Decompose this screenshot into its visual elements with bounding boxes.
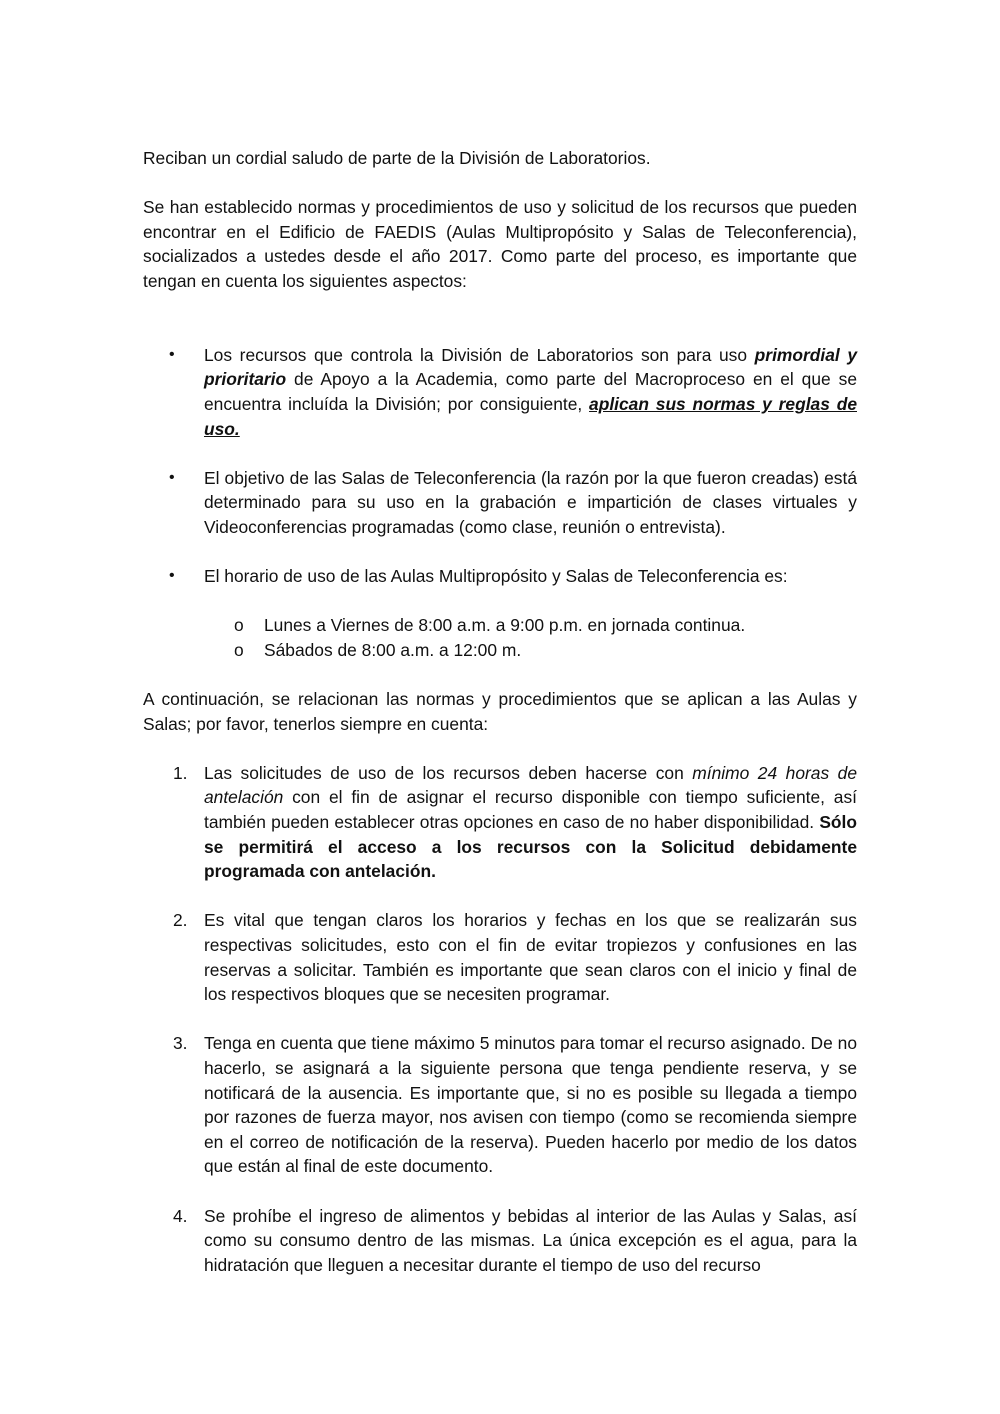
rule-item-4: 4. Se prohíbe el ingreso de alimentos y bebidas al interior de las Aulas y Salas, así como su consumo dentro de las mismas. La única excepción es el agua, para la hidratación que lleguen a necesitar durante el tiempo de uso del recurso [173, 1205, 857, 1275]
bullet-item-teleconference: • El objetivo de las Salas de Teleconferencia (la razón por la que fueron creadas) está determinado para su uso en la grabación e impartición de clases virtuales y Videoconferencias programadas (como clase, reunión o entrevista). [169, 467, 857, 537]
schedule-weekdays: o Lunes a Viernes de 8:00 a.m. a 9:00 p.m. en jornada continua. [143, 613, 857, 638]
rules-intro-paragraph: A continuación, se relacionan las normas y procedimientos que se aplican a las Aulas y Salas; por favor, tenerlos siempre en cuenta: [143, 689, 857, 734]
schedule-saturday: o Sábados de 8:00 a.m. a 12:00 m. [143, 638, 857, 663]
bullet-item-schedule: • El horario de uso de las Aulas Multipropósito y Salas de Teleconferencia es: [143, 564, 857, 589]
bullet-item-resources: • Los recursos que controla la División de Laboratorios son para uso primordial y prioritario de Apoyo a la Academia, como parte del Macroproceso en el que se encuentra incluída la División; por consiguiente, aplican sus normas y reglas de uso. [169, 344, 857, 439]
rule-item-3: 3. Tenga en cuenta que tiene máximo 5 minutos para tomar el recurso asignado. De no hacerlo, se asignará a la siguiente persona que tenga pendiente reserva, y se notificará de la ausencia. Es importante que, si no es posible su llegada a tiempo por razones de fuerza mayor, nos avisen con tiempo (como se recomienda siempre en el correo de notificación de la reserva). Pueden hacerlo por medio de los datos que están al final de este documento. [173, 1033, 857, 1177]
rule-number: 2. [173, 910, 188, 931]
rule-item-1: 1. Las solicitudes de uso de los recursos deben hacerse con mínimo 24 horas de antelación con el fin de asignar el recurso disponible con tiempo suficiente, así también pueden establecer otras opciones en caso de no haber disponibilidad. Sólo se permitirá el acceso a los recursos con la Solicitud debidamente programada con antelación. [173, 762, 857, 882]
rule-number: 1. [173, 762, 188, 783]
document-page [143, 146, 857, 1277]
circle-bullet-icon: o [234, 639, 244, 660]
greeting-paragraph: Reciban un cordial saludo de parte de la División de Laboratorios. [143, 148, 651, 168]
rule-number: 3. [173, 1033, 188, 1054]
antelacion-emphasis: mínimo 24 horas de antelación [204, 762, 857, 808]
rules-emphasis: aplican sus normas y reglas de uso. [204, 393, 857, 439]
bullet-icon: • [169, 468, 175, 486]
primordial-emphasis: primordial y prioritario [204, 344, 857, 390]
bullet-icon: • [169, 567, 175, 585]
rule-item-2: 2. Es vital que tengan claros los horarios y fechas en los que se realizarán sus respectivas solicitudes, esto con el fin de evitar tropiezos y confusiones en las reservas a solicitar. También es importante que sean claros con el inicio y final de los respectivos bloques que se necesiten programar. [173, 910, 857, 1005]
access-emphasis: Sólo se permitirá el acceso a los recursos con la Solicitud debidamente programada con antelación. [204, 812, 857, 882]
circle-bullet-icon: o [234, 615, 244, 636]
rule-number: 4. [173, 1205, 188, 1226]
intro-paragraph: Se han establecido normas y procedimientos de uso y solicitud de los recursos que pueden encontrar en el Edificio de FAEDIS (Aulas Multipropósito y Salas de Teleconferencia), socializados a ustedes desde el año 2017. Como parte del proceso, es importante que tengan en cuenta los siguientes aspectos: [143, 197, 857, 291]
bullet-icon: • [169, 345, 175, 363]
